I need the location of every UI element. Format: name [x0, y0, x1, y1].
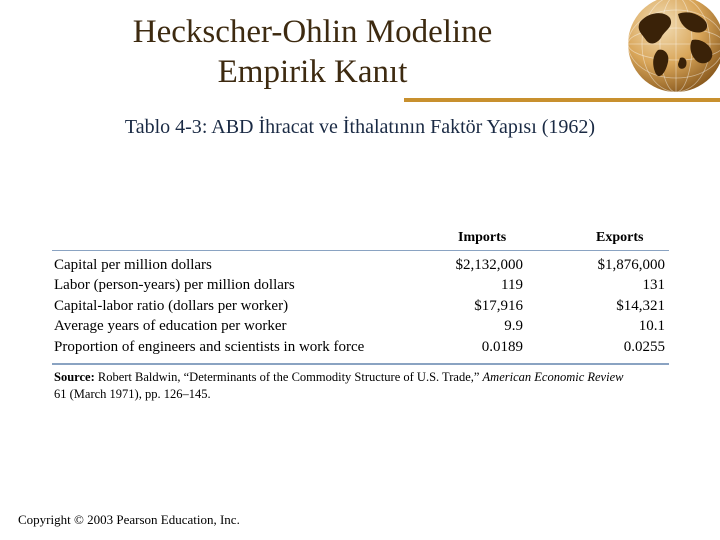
copyright-notice: Copyright © 2003 Pearson Education, Inc. — [18, 512, 240, 527]
row-label: Labor (person-years) per million dollars — [54, 277, 295, 294]
globe-icon — [614, 0, 720, 100]
exports-value: $1,876,000 — [597, 257, 665, 273]
source-tail: 61 (March 1971), pp. 126–145. — [54, 386, 211, 401]
data-table — [52, 230, 669, 403]
exports-value: 10.1 — [638, 318, 665, 335]
slide-title-line2: Empirik Kanıt — [217, 54, 408, 90]
row-label: Proportion of engineers and scientists in work force — [54, 338, 365, 355]
imports-value: $17,916 — [474, 297, 523, 314]
column-header-exports: Exports — [596, 230, 644, 245]
slide-title-line1: Heckscher-Ohlin Modeline — [132, 14, 493, 50]
header-divider — [52, 250, 669, 251]
table-row — [52, 316, 669, 336]
imports-value: $2,132,000 — [455, 257, 523, 273]
exports-value: $14,321 — [616, 297, 665, 314]
exports-value: 0.0255 — [623, 338, 665, 355]
table-row — [52, 296, 669, 316]
table-caption — [0, 116, 720, 139]
table-header — [52, 230, 669, 248]
source-journal: American Economic Review — [482, 369, 624, 384]
table-row — [52, 255, 669, 275]
table-bottom-divider — [52, 363, 669, 365]
table-row — [52, 337, 669, 357]
row-label: Average years of education per worker — [54, 318, 287, 335]
slide-title — [0, 12, 625, 92]
imports-value: 0.0189 — [481, 338, 523, 355]
table-row — [52, 275, 669, 295]
exports-value: 131 — [642, 277, 665, 294]
source-label: Source: — [54, 369, 95, 384]
imports-value: 119 — [501, 277, 523, 294]
source-note — [52, 369, 669, 403]
imports-value: 9.9 — [504, 318, 523, 335]
table-ref: Tablo 4-3 — [124, 116, 202, 138]
source-text: Robert Baldwin, “Determinants of the Commodity Structure of U.S. Trade,” — [94, 369, 483, 384]
column-header-imports: Imports — [458, 230, 507, 245]
row-label: Capital per million dollars — [54, 257, 212, 273]
table-caption-text: : ABD İhracat ve İthalatının Faktör Yapısı (1962) — [201, 116, 596, 138]
row-label: Capital-labor ratio (dollars per worker) — [54, 297, 289, 314]
